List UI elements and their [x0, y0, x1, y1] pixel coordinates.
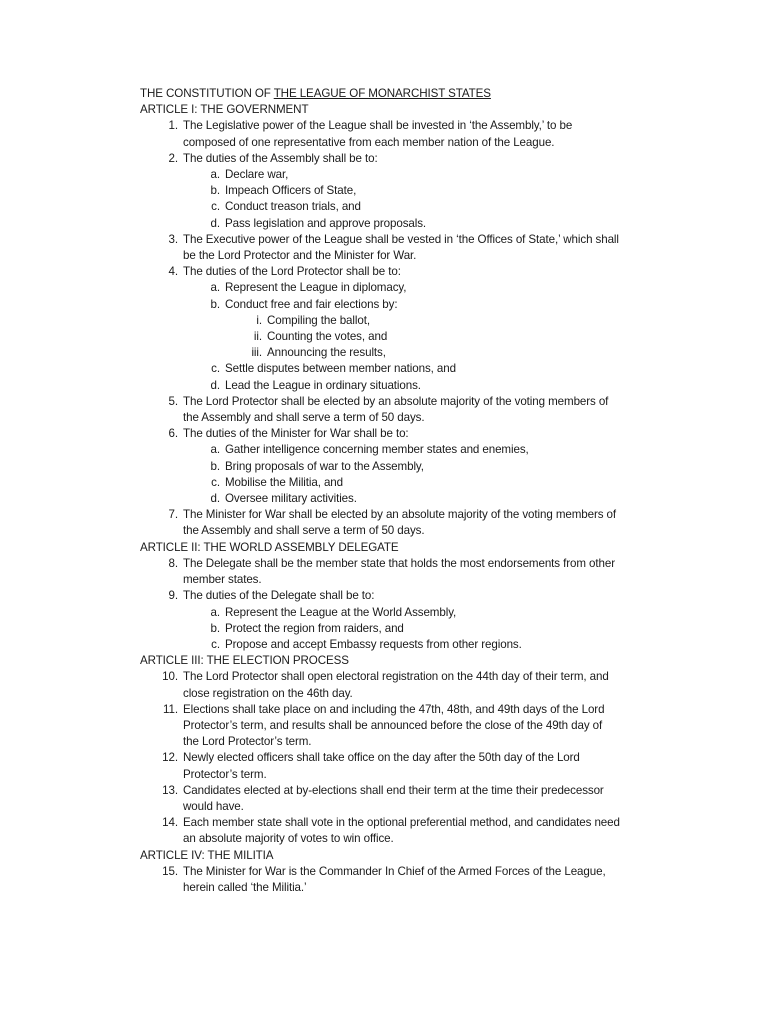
subclause-letter: a.	[210, 168, 220, 182]
subclause-item	[140, 605, 728, 621]
clause-text: The Minister for War shall be elected by an absolute majority of the voting members of the Assembly and shall serve a term of 50 days.	[183, 508, 617, 538]
subclause-text: Settle disputes between member nations, and	[225, 362, 456, 376]
clause-item	[140, 507, 728, 539]
subclause-item	[140, 297, 728, 313]
sub-subclause-numeral: iii.	[251, 346, 262, 360]
clause-text: The duties of the Lord Protector shall be to:	[183, 265, 401, 279]
clause-text: Each member state shall vote in the optional preferential method, and candidates need an absolute majority of votes to win office.	[183, 816, 620, 846]
clause-item	[140, 815, 728, 847]
clause-item	[140, 669, 728, 701]
clause-item	[140, 702, 728, 751]
subclause-text: Mobilise the Militia, and	[225, 475, 344, 489]
clause-number: 12.	[162, 751, 178, 765]
sub-subclause-item	[140, 329, 728, 345]
clause-text: Newly elected officers shall take office on the day after the 50th day of the Lord Protector’s term.	[183, 751, 580, 781]
clause-text: Candidates elected at by-elections shall end their term at the time their predecessor would have.	[183, 783, 604, 813]
clause-number: 11.	[163, 702, 178, 716]
subclause-text: Pass legislation and approve proposals.	[225, 216, 427, 230]
sub-subclause-text: Counting the votes, and	[267, 330, 388, 344]
sub-subclause-text: Announcing the results,	[267, 346, 386, 360]
subclause-text: Gather intelligence concerning member states and enemies,	[225, 443, 529, 457]
subclause-item	[140, 459, 728, 475]
clause-number: 1.	[168, 119, 178, 133]
sub-subclause-text: Compiling the ballot,	[267, 313, 370, 327]
subclause-text: Impeach Officers of State,	[225, 184, 357, 198]
clause-number: 8.	[168, 556, 178, 570]
subclause-item	[140, 199, 728, 215]
sub-subclause-numeral: i.	[256, 313, 262, 327]
subclause-letter: d.	[210, 492, 220, 506]
article-heading: ARTICLE I: THE GOVERNMENT	[140, 103, 309, 117]
clause-number: 2.	[168, 151, 178, 165]
clause-item	[140, 783, 728, 815]
clause-item	[140, 151, 728, 167]
clause-text: The duties of the Delegate shall be to:	[183, 589, 375, 603]
clause-text: The Delegate shall be the member state that holds the most endorsements from other member states.	[183, 556, 615, 587]
subclause-item	[140, 637, 728, 653]
clause-item	[140, 864, 728, 896]
subclause-letter: a.	[210, 443, 220, 457]
clause-text: The Executive power of the League shall be vested in ‘the Offices of State,’ which shall be the Lord Protector and the Minister for War.	[183, 232, 619, 263]
clause-number: 13.	[162, 783, 178, 797]
subclause-text: Bring proposals of war to the Assembly,	[225, 459, 424, 473]
clause-item	[140, 264, 728, 280]
subclause-text: Propose and accept Embassy requests from other regions.	[225, 637, 522, 651]
clause-number: 7.	[168, 508, 178, 522]
subclause-item	[140, 280, 728, 296]
clause-item	[140, 426, 728, 442]
clause-number: 4.	[168, 265, 178, 279]
clause-item	[140, 588, 728, 604]
clause-item	[140, 118, 728, 150]
article-heading: ARTICLE IV: THE MILITIA	[140, 848, 274, 862]
clause-number: 5.	[168, 394, 178, 408]
clause-number: 9.	[168, 589, 178, 603]
clause-number: 3.	[168, 232, 178, 246]
subclause-letter: c.	[211, 475, 220, 489]
clause-text: The Lord Protector shall be elected by an absolute majority of the voting members of the Assembly and shall serve a term of 50 days.	[183, 394, 609, 425]
subclause-item	[140, 491, 728, 507]
constitution-body	[140, 102, 728, 896]
subclause-text: Conduct treason trials, and	[225, 200, 361, 214]
subclause-letter: c.	[211, 362, 220, 376]
subclause-text: Lead the League in ordinary situations.	[225, 378, 421, 392]
sub-subclause-item	[140, 313, 728, 329]
clause-item	[140, 556, 728, 588]
subclause-item	[140, 442, 728, 458]
subclause-item	[140, 475, 728, 491]
subclause-letter: d.	[210, 378, 220, 392]
clause-item	[140, 232, 728, 264]
subclause-text: Protect the region from raiders, and	[225, 621, 404, 635]
document-title	[140, 86, 728, 102]
title-league-name: THE LEAGUE OF MONARCHIST STATES	[273, 87, 491, 100]
subclause-item	[140, 183, 728, 199]
clause-number: 10.	[162, 670, 178, 684]
subclause-letter: b.	[210, 621, 220, 635]
clause-text: The Lord Protector shall open electoral registration on the 44th day of their term, and close registration on the 46th day.	[183, 670, 609, 700]
subclause-letter: a.	[210, 605, 220, 619]
title-prefix: THE CONSTITUTION OF	[140, 87, 274, 100]
subclause-letter: c.	[211, 637, 220, 651]
subclause-text: Represent the League in diplomacy,	[225, 281, 407, 295]
clause-number: 15.	[162, 864, 178, 878]
subclause-item	[140, 216, 728, 232]
subclause-item	[140, 621, 728, 637]
subclause-letter: b.	[210, 184, 220, 198]
subclause-text: Conduct free and fair elections by:	[225, 297, 398, 311]
subclause-text: Declare war,	[225, 168, 289, 182]
subclause-letter: b.	[210, 297, 220, 311]
subclause-letter: a.	[210, 281, 220, 295]
clause-item	[140, 394, 728, 426]
clause-text: The Legislative power of the League shall be invested in ‘the Assembly,’ to be composed of one representative from each member nation of the League.	[183, 119, 573, 149]
subclause-item	[140, 378, 728, 394]
article-heading: ARTICLE III: THE ELECTION PROCESS	[140, 654, 349, 668]
subclause-text: Oversee military activities.	[225, 492, 357, 506]
subclause-letter: c.	[211, 200, 220, 214]
subclause-text: Represent the League at the World Assembly,	[225, 605, 457, 619]
article-heading: ARTICLE II: THE WORLD ASSEMBLY DELEGATE	[140, 540, 399, 554]
subclause-letter: b.	[210, 459, 220, 473]
subclause-item	[140, 361, 728, 377]
clause-number: 6.	[168, 427, 178, 441]
clause-text: The duties of the Minister for War shall be to:	[183, 427, 409, 441]
clause-text: The duties of the Assembly shall be to:	[183, 151, 378, 165]
clause-text: Elections shall take place on and including the 47th, 48th, and 49th days of the Lord Protector’s term, and results shall be announced before the close of the 49th day of the Lord Protector’s term.	[183, 702, 605, 749]
sub-subclause-numeral: ii.	[253, 330, 262, 344]
clause-item	[140, 750, 728, 782]
subclause-item	[140, 167, 728, 183]
sub-subclause-item	[140, 345, 728, 361]
clause-text: The Minister for War is the Commander In Chief of the Armed Forces of the League, herein called ‘the Militia.’	[183, 864, 606, 894]
subclause-letter: d.	[210, 216, 220, 230]
clause-number: 14.	[162, 816, 178, 830]
